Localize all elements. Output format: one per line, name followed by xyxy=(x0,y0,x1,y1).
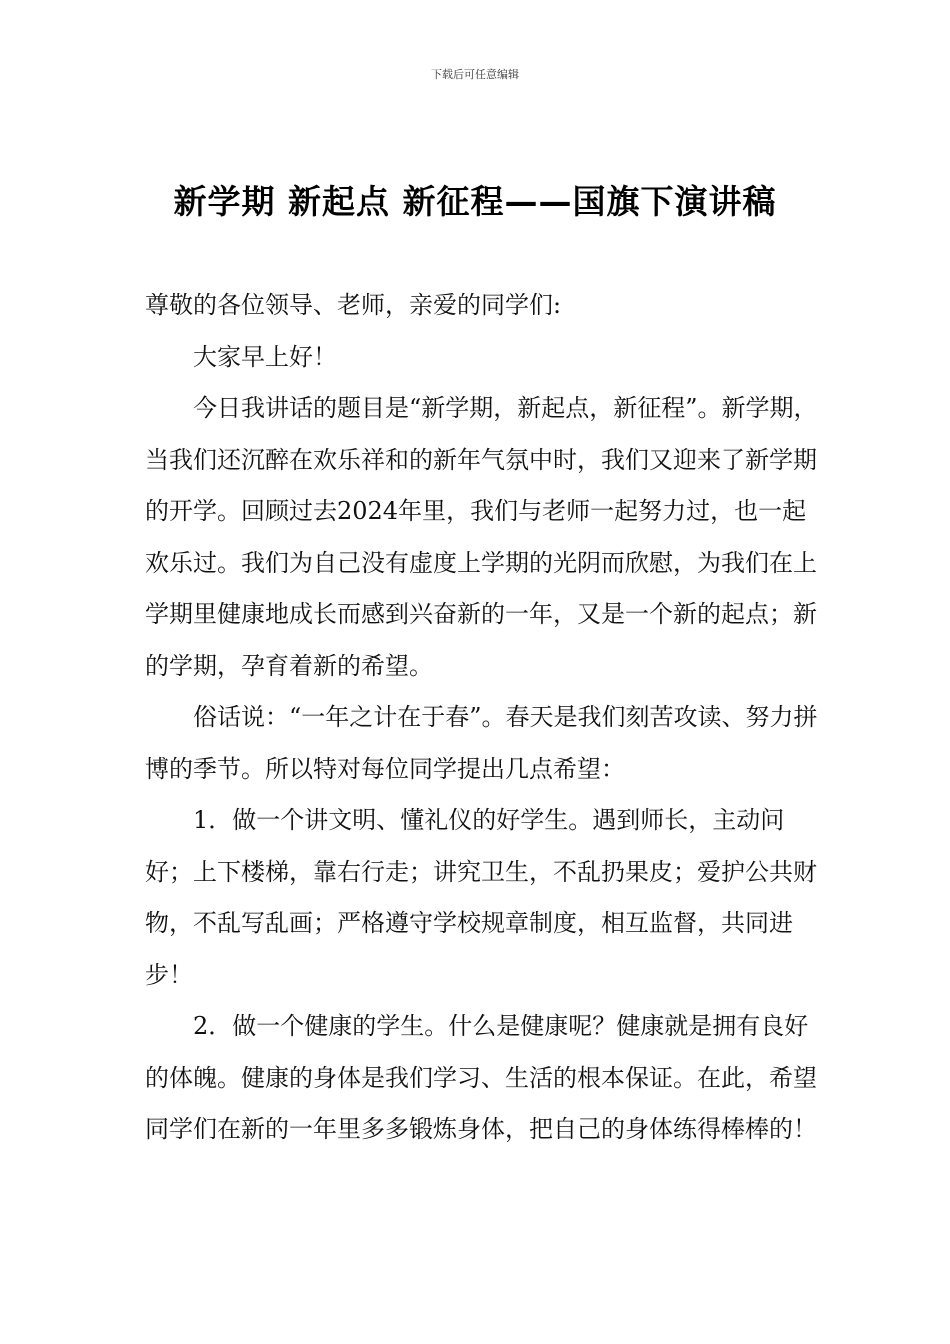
paragraph-intro: 今日我讲话的题目是“新学期，新起点，新征程”。新学期，当我们还沉醉在欢乐祥和的新年气氛中时，我们又迎来了新学期的开学。回顾过去2024年里，我们与老师一起努力过，也一起欢乐过。我们为自己没有虚度上学期的光阴而欣慰，为我们在上学期里健康地成长而感到兴奋新的一年，又是一个新的起点；新的学期，孕育着新的希望。 xyxy=(145,394,818,680)
document-body xyxy=(145,280,825,1156)
page-header-note: 下载后可任意编辑 xyxy=(431,68,519,81)
paragraph-proverb: 俗话说：“一年之计在于春”。春天是我们刻苦攻读、努力拼博的季节。所以特对每位同学提出几点希望： xyxy=(145,703,818,783)
greeting: 大家早上好！ xyxy=(193,342,337,371)
salutation: 尊敬的各位领导、老师，亲爱的同学们: xyxy=(145,291,562,319)
paragraph-point-2: 2．做一个健康的学生。什么是健康呢？健康就是拥有良好的体魄。健康的身体是我们学习、生活的根本保证。在此，希望同学们在新的一年里多多锻炼身体，把自己的身体练得棒棒的！ xyxy=(145,1012,817,1143)
document-title: 新学期 新起点 新征程——国旗下演讲稿 xyxy=(173,182,777,221)
paragraph-point-1: 1．做一个讲文明、懂礼仪的好学生。遇到师长，主动问好；上下楼梯，靠右行走；讲究卫生，不乱扔果皮；爱护公共财物，不乱写乱画；严格遵守学校规章制度，相互监督，共同进步！ xyxy=(145,806,817,989)
